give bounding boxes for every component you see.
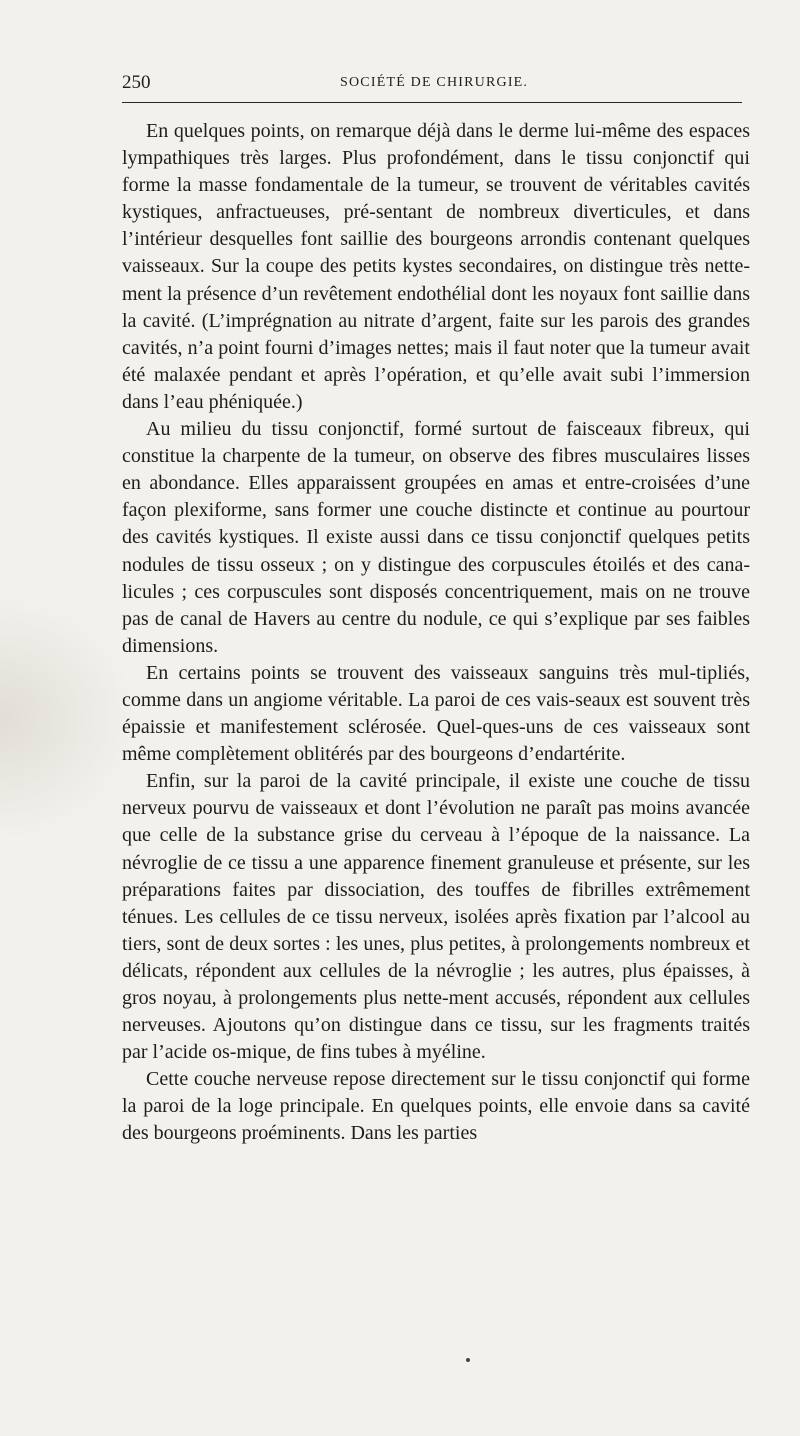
paragraph-2: Au milieu du tissu conjonctif, formé surtout de faisceaux fibreux, qui constitue la charpente de la tumeur, on observe des fibres musculaires lisses en abondance. Elles apparaissent groupées en amas et entre-croisées d’une façon plexiforme, sans former une couche distincte et continue au pourtour des cavités kystiques. Il existe aussi dans ce tissu conjonctif quelques petits nodules de tissu osseux ; on y distingue des corpuscules étoilés et des cana-licules ; ces corpuscules sont disposés concentriquement, mais on ne trouve pas de canal de Havers au centre du nodule, ce qui s’explique par ses faibles dimensions. [122, 418, 750, 657]
page-header [122, 70, 742, 96]
paragraph-1: En quelques points, on remarque déjà dans le derme lui-même des espaces lympathiques très larges. Plus profondément, dans le tissu conjonctif qui forme la masse fondamentale de la tumeur, se trouvent de véritables cavités kystiques, anfractueuses, pré-sentant de nombreux diverticules, et dans l’intérieur desquelles font saillie des bourgeons arrondis contenant quelques vaisseaux. Sur la coupe des petits kystes secondaires, on distingue très nette-ment la présence d’un revêtement endothélial dont les noyaux font saillie dans la cavité. (L’imprégnation au nitrate d’argent, faite sur les parois des grandes cavités, n’a point fourni d’images nettes; mais il faut noter que la tumeur avait été malaxée pendant et après l’opération, et qu’elle avait subi l’immersion dans l’eau phéniquée.) [122, 120, 750, 413]
page-number: 250 [122, 72, 151, 93]
paragraph-3: En certains points se trouvent des vaisseaux sanguins très mul-tipliés, comme dans un angiome véritable. La paroi de ces vais-seaux est souvent très épaissie et manifestement sclérosée. Quel-ques-uns de ces vaisseaux sont même complètement oblitérés par des bourgeons d’endartérite. [122, 661, 750, 766]
paragraph-4: Enfin, sur la paroi de la cavité principale, il existe une couche de tissu nerveux pourvu de vaisseaux et dont l’évolution ne paraît pas moins avancée que celle de la substance grise du cerveau à l’époque de la naissance. La névroglie de ce tissu a une apparence finement granuleuse et présente, sur les préparations faites par dissociation, des touffes de fibrilles extrêmement ténues. Les cellules de ce tissu nerveux, isolées après fixation par l’alcool au tiers, sont de deux sortes : les unes, plus petites, à prolongements nombreux et délicats, répondent aux cellules de la névroglie ; les autres, plus épaisses, à gros noyau, à prolongements plus nette-ment accusés, répondent aux cellules nerveuses. Ajoutons qu’on distingue dans ce tissu, sur les fragments traités par l’acide os-mique, de fins tubes à myéline. [122, 770, 750, 1064]
running-title: SOCIÉTÉ DE CHIRURGIE. [340, 75, 529, 90]
header-rule [122, 102, 742, 103]
ink-speck [466, 1358, 470, 1362]
text-body [122, 118, 750, 1148]
paragraph-5: Cette couche nerveuse repose directement sur le tissu conjonctif qui forme la paroi de la loge principale. En quelques points, elle envoie dans sa cavité des bourgeons proéminents. Dans les parties [122, 1068, 750, 1145]
